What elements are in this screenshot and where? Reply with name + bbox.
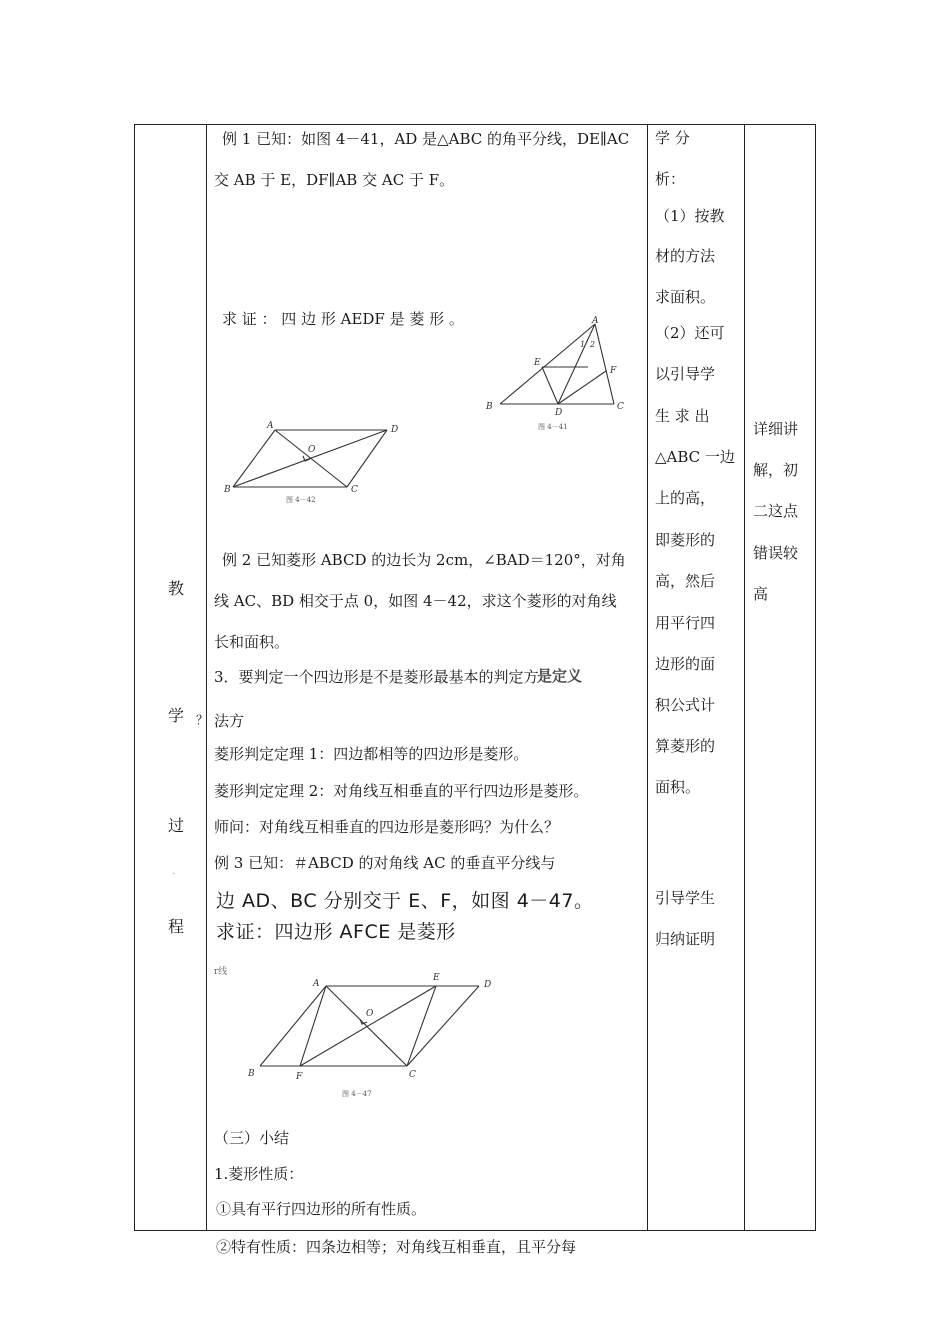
theorem-2: 菱形判定定理 2：对角线互相垂直的平行四边形是菱形。 bbox=[214, 782, 589, 800]
fig42-label-B: B bbox=[224, 485, 231, 495]
table-border-bottom bbox=[134, 1230, 816, 1231]
item-3-line-1: 3．要判定一个四边形是不是菱形最基本的判定方 bbox=[214, 668, 539, 686]
note-line-3: （1）按教 bbox=[655, 207, 725, 225]
note-guide-1: 引导学生 bbox=[655, 889, 716, 907]
figure-4-47 bbox=[240, 968, 510, 1103]
example-2-line-1: 例 2 已知菱形 ABCD 的边长为 2cm，∠BAD＝120°，对角 bbox=[222, 551, 626, 569]
theorem-1: 菱形判定定理 1：四边都相等的四边形是菱形。 bbox=[214, 745, 529, 763]
example-3-line-1: 例 3 已知：＃ABCD 的对角线 AC 的垂直平分线与 bbox=[214, 854, 556, 872]
fig41-label-D: D bbox=[555, 408, 563, 418]
fig47-label-D: D bbox=[484, 980, 492, 990]
note-line-10: 上的高， bbox=[655, 489, 716, 507]
fig42-label-C: C bbox=[351, 485, 358, 495]
fig41-angle-1: 1 bbox=[580, 340, 586, 349]
teacher-question: 师问：对角线互相垂直的四边形是菱形吗？为什么？ bbox=[214, 818, 560, 836]
fig41-angle-2: 2 bbox=[590, 340, 596, 349]
note-line-17: 面积。 bbox=[655, 778, 701, 796]
table-divider-3 bbox=[744, 124, 745, 1231]
fig41-label-E: E bbox=[534, 358, 541, 368]
item-3-line-2: 法方 bbox=[214, 712, 245, 730]
table-border-right bbox=[815, 124, 816, 1231]
fig42-caption: 图 4－42 bbox=[286, 496, 316, 504]
summary-item-1: 1.菱形性质： bbox=[214, 1165, 304, 1183]
summary-item-1b: ②特有性质：四条边相等；对角线互相垂直，且平分每 bbox=[216, 1238, 577, 1256]
table-divider-1 bbox=[206, 124, 207, 1231]
note-line-13: 用平行四 bbox=[655, 614, 716, 632]
note-line-1: 学 分 bbox=[655, 129, 690, 147]
note-line-14: 边形的面 bbox=[655, 655, 716, 673]
note-line-9: △ABC 一边 bbox=[655, 448, 735, 466]
example-3-line-3: 求证：四边形 AFCE 是菱形 bbox=[216, 921, 456, 943]
note-line-16: 算菱形的 bbox=[655, 737, 716, 755]
example-1-line-1: 例 1 已知：如图 4－41，AD 是△ABC 的角平分线，DE∥AC bbox=[222, 130, 630, 148]
note-guide-2: 归纳证明 bbox=[655, 930, 716, 948]
remark-line-3: 二这点 bbox=[753, 502, 799, 520]
section-char-1: 教 bbox=[168, 579, 185, 598]
fig47-caption: 图 4－47 bbox=[342, 1090, 372, 1098]
example-2-line-2: 线 AC、BD 相交于点 0，如图 4－42，求这个菱形的对角线 bbox=[214, 592, 617, 610]
note-line-5: 求面积。 bbox=[655, 288, 716, 306]
fig47-label-O: O bbox=[366, 1009, 374, 1019]
table-border-left bbox=[134, 124, 135, 1231]
item-3-overlap: 是定义 bbox=[537, 667, 583, 685]
stray-mark: ？ bbox=[196, 713, 209, 727]
summary-heading: （三）小结 bbox=[214, 1129, 290, 1147]
fig47-label-C: C bbox=[409, 1070, 416, 1080]
section-char-2: 学 bbox=[168, 706, 185, 725]
section-char-3: 过 bbox=[168, 816, 185, 835]
fig47-label-F: F bbox=[296, 1072, 303, 1082]
remark-line-2: 解，初 bbox=[753, 461, 799, 479]
fig47-label-A: A bbox=[313, 979, 320, 989]
table-divider-2 bbox=[647, 124, 648, 1231]
remark-line-5: 高 bbox=[753, 585, 769, 603]
note-line-12: 高，然后 bbox=[655, 572, 716, 590]
note-line-7: 以引导学 bbox=[655, 365, 716, 383]
fig41-label-A: A bbox=[592, 316, 599, 326]
stray-dot: . bbox=[172, 866, 176, 877]
fig42-label-A: A bbox=[267, 421, 274, 431]
fig41-label-B: B bbox=[486, 402, 493, 412]
table-border-top bbox=[134, 124, 816, 125]
figure-4-41 bbox=[480, 314, 640, 436]
note-line-2: 析： bbox=[655, 170, 686, 188]
note-line-8: 生 求 出 bbox=[655, 407, 710, 425]
fig47-label-B: B bbox=[248, 1069, 255, 1079]
fig47-label-E: E bbox=[433, 973, 440, 983]
remark-line-4: 错误较 bbox=[753, 544, 799, 562]
remark-line-1: 详细讲 bbox=[753, 420, 799, 438]
fig41-label-C: C bbox=[617, 402, 624, 412]
example-3-line-2: 边 AD、BC 分别交于 E、F，如图 4－47。 bbox=[216, 890, 594, 912]
fig42-label-O: O bbox=[308, 445, 316, 455]
example-1-line-2: 交 AB 于 E，DF∥AB 交 AC 于 F。 bbox=[214, 171, 455, 189]
figure-4-47-note: r线 bbox=[214, 967, 228, 977]
summary-item-1a: ①具有平行四边形的所有性质。 bbox=[216, 1200, 427, 1218]
note-line-15: 积公式计 bbox=[655, 696, 716, 714]
note-line-11: 即菱形的 bbox=[655, 531, 716, 549]
fig41-label-F: F bbox=[610, 366, 617, 376]
note-line-6: （2）还可 bbox=[655, 324, 725, 342]
section-char-4: 程 bbox=[168, 917, 185, 936]
example-1-prove: 求 证 ： 四 边 形 AEDF 是 菱 形 。 bbox=[222, 310, 464, 328]
fig41-caption: 图 4－41 bbox=[538, 423, 568, 431]
figure-4-42 bbox=[210, 410, 410, 510]
example-2-line-3: 长和面积。 bbox=[214, 633, 290, 651]
fig42-label-D: D bbox=[391, 425, 399, 435]
note-line-4: 材的方法 bbox=[655, 247, 716, 265]
